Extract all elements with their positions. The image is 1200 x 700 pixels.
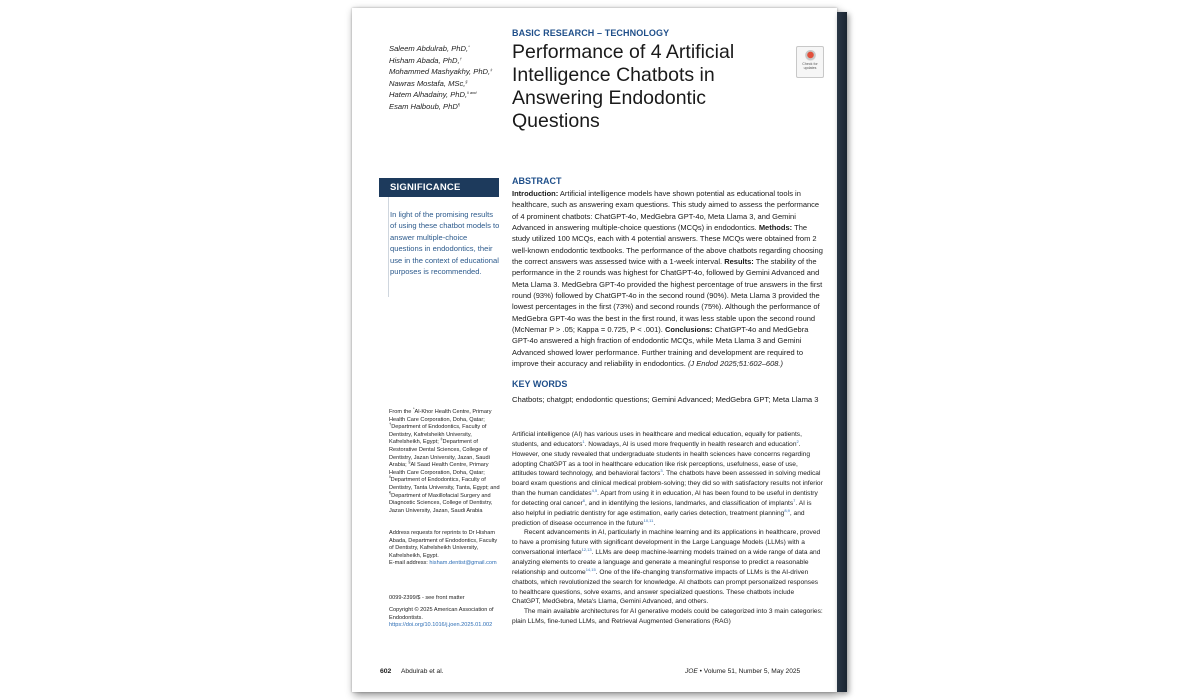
citation-ref[interactable]: 14,15: [585, 566, 596, 572]
email-link[interactable]: hisham.dentist@gmail.com: [429, 560, 497, 567]
affiliation-marker: †: [389, 421, 392, 427]
check-for-updates-badge[interactable]: [796, 46, 824, 78]
citation-ref[interactable]: 8,9: [784, 507, 790, 513]
article-title: Performance of 4 Artificial Intelligence Chatbots in Answering Endodontic Questions: [512, 41, 735, 132]
author-name: [389, 89, 519, 101]
doi-link[interactable]: https://doi.org/10.1016/j.joen.2025.01.002: [389, 622, 493, 629]
author-name-text: Hisham Abada, PhD,: [389, 55, 460, 65]
affiliation-marker: *: [412, 406, 415, 411]
email-label: E-mail address:: [389, 560, 430, 567]
affiliation-marker: ¶: [389, 489, 392, 495]
footer-page-number: 602: [380, 668, 392, 675]
footer-issue: • Volume 51, Number 5, May 2025: [697, 668, 801, 675]
author-affiliation-marker: §: [465, 78, 468, 84]
author-affiliation-marker: ¶: [457, 101, 460, 107]
citation-ref[interactable]: 4,5: [591, 488, 598, 494]
footer-journal: [685, 668, 800, 675]
author-affiliation-marker: †: [459, 55, 462, 61]
abstract-results: The stability of the performance in the 2 rounds was highest for ChatGPT-4o, followed by Gemini Advanced and Meta Llama 3. MedGebra GPT-4o provided the highest percentage of true answers in the first round (93%) followed by ChatGPT-4o in the second round (90%). Meta Llama 3 provided the lowest percentages in the first (73%) and second rounds (75%). Although the performance of MedGebra GPT-4o was the best in the first round, it was less stable upon the second round (McNemar P > .05; Kappa = 0.725, P < .001).: [512, 257, 823, 335]
abstract-heading: ABSTRACT: [512, 176, 562, 186]
significance-heading: SIGNIFICANCE: [390, 182, 461, 193]
page-edge: [837, 12, 847, 692]
author-name: [389, 55, 519, 67]
body-text: The main available architectures for AI generative models could be categorized into 3 main categories: plain LLMs, fine-tuned LLMs, and Retrieval Augmented Generations (RAG): [512, 608, 823, 626]
reprint-text: Address requests for reprints to Dr Hisham Abada, Department of Endodontics, Faculty of Dentistry, Kafrelsheikh University, Kafrelsheikh, Egypt.: [389, 530, 498, 559]
abstract-citation: (J Endod 2025;51:602–608.): [687, 359, 784, 369]
affiliation-marker: ‡: [440, 436, 443, 442]
check-updates-icon: [805, 50, 816, 61]
article-body: [512, 430, 824, 627]
copyright-text: Copyright © 2025 American Association of Endodontists.: [389, 607, 494, 621]
body-text: . Nowadays, AI is used more frequently in health research and education: [584, 440, 797, 448]
author-list: [389, 43, 519, 113]
abstract-conclusions-label: Conclusions:: [664, 325, 713, 335]
body-text: . AI is also helpful in pediatric dentistry for age estimation, early caries detection, treatment planning: [512, 499, 812, 517]
abstract-results-label: Results:: [724, 257, 754, 267]
affiliation-text: Al-Khor Health Centre, Primary Health Care Corporation, Doha, Qatar;: [389, 409, 492, 423]
section-label: BASIC RESEARCH – TECHNOLOGY: [512, 28, 670, 38]
body-text: . One of the life-changing transformative impacts of LLMs is the AI-driven chatbots, which revolutionized the search for knowledge. AI chatbots can prompt personalized responses to healthcare questions, solve exams, and answer specialized questions. These chatbots include ChatGPT, MedGebra, Meta's Llama, Gemini Advanced, and others.: [512, 568, 819, 606]
abstract-intro: Artificial intelligence models have shown potential as educational tools in healthcare, such as answering exam questions. This study aimed to assess the performance of 4 prominent chatbots: ChatGPT-4o, MedGebra GPT-4o, Meta Llama 3, and Gemini Advanced in answering multiple-choice questions (MCQs) in endodontics.: [512, 189, 820, 233]
affiliation-text: Department of Restorative Dental Sciences, College of Dentistry, Jazan University, Jazan, Saudi Arabia;: [389, 439, 490, 469]
author-affiliation-marker: *: [468, 44, 470, 49]
abstract-methods-label: Methods:: [758, 223, 793, 233]
citation-ref[interactable]: 6: [582, 497, 585, 503]
author-name-text: Esam Halboub, PhD: [389, 101, 458, 111]
check-updates-label: Check for updates: [802, 62, 818, 70]
body-text: , and prediction of disease occurrence in the future: [512, 509, 805, 527]
affiliation-marker: §: [408, 459, 411, 465]
abstract-intro-label: Introduction:: [512, 189, 559, 198]
body-text: Recent advancements in AI, particularly in machine learning and its applications in healthcare, proved to have a promising future with significant development in the Large Language Models (LLMs) with a conversational interface: [512, 529, 821, 557]
author-affiliation-marker: ‡: [490, 67, 493, 73]
copyright-block: [389, 607, 501, 630]
significance-rule: [388, 197, 389, 297]
body-paragraph: [512, 607, 824, 627]
body-text: . The chatbots have been assessed in solving medical board exam questions and clinical medical problem-solving; they did so with satisfactory results not inferior than the human candidates: [512, 470, 823, 498]
body-text: . LLMs are deep machine-learning models trained on a wide range of data and analyzing elements to create a language and generate a meaningful response to predict a reasonable relationship and outcome: [512, 549, 821, 576]
author-name: [389, 101, 519, 113]
affiliation-text: From the: [389, 409, 413, 415]
affiliation-text: Department of Endodontics, Faculty of Dentistry, Kafrelsheikh University, Kafrelsheikh, Egypt;: [389, 424, 487, 446]
citation-ref[interactable]: 3: [660, 468, 663, 474]
affiliation-text: Al Saad Health Centre, Primary Health Care Corporation, Doha, Qatar;: [389, 462, 489, 476]
body-text: Artificial intelligence (AI) has various uses in healthcare and medical education, equally for patients, students, and educators: [512, 431, 802, 448]
author-name-text: Mohammed Mashyakhy, PhD,: [389, 67, 491, 77]
body-paragraph: [512, 430, 824, 528]
body-text: . Apart from using it in education, AI has been found to be useful in dentistry for detecting oral cancer: [512, 490, 818, 507]
body-paragraph: [512, 528, 824, 607]
citation-ref[interactable]: 7: [793, 497, 796, 503]
keywords-text: Chatbots; chatgpt; endodontic questions; Gemini Advanced; MedGebra GPT; Meta Llama 3: [512, 395, 819, 404]
body-text: , and in identifying the lesions, landmarks, and classification of implants: [584, 499, 794, 507]
reprint-address: [389, 530, 501, 568]
abstract-body: [512, 188, 824, 370]
citation-ref[interactable]: 2: [796, 438, 799, 444]
citation-ref[interactable]: 12,13: [581, 547, 592, 553]
citation-ref[interactable]: 1: [582, 438, 585, 444]
author-name: [389, 66, 519, 78]
body-text: . However, one study revealed that undergraduate students in health sciences have concerns regarding adopting ChatGPT as a tool in healthcare education like risk perceptions, usefulness, ease of use, attitudes toward technology, and behavioral factors: [512, 440, 811, 478]
body-text: .: [653, 519, 656, 527]
author-name: [389, 78, 519, 90]
affiliation-text: Department of Endodontics, Faculty of Dentistry, Tanta University, Tanta, Egypt; and: [389, 477, 500, 491]
issn-line: 0099-2399/$ - see front matter: [389, 595, 465, 601]
author-name-text: Saleem Abdulrab, PhD,: [389, 44, 469, 53]
citation-ref[interactable]: 10,11: [643, 517, 654, 523]
author-affiliation-marker: ‖ and: [467, 90, 477, 96]
significance-header: [379, 178, 499, 197]
affiliations: [389, 406, 501, 515]
author-name-text: Hatem Alhadainy, PhD,: [389, 90, 468, 100]
author-name: [389, 43, 519, 55]
abstract-methods: The study utilized 100 MCQs, each with 4 potential answers. These MCQs were obtained from 2 well-known endodontic textbooks. The performance of the above chatbots regarding choosing the correct answers was assessed twice with a 1-week interval.: [512, 223, 823, 267]
author-name-text: Nawras Mostafa, MSc,: [389, 78, 466, 88]
keywords-heading: KEY WORDS: [512, 379, 568, 389]
abstract-conclusions: ChatGPT-4o and MedGebra GPT-4o answered a high fraction of endodontic MCQs, while Meta Llama 3 and Gemini Advanced showed lower performance. Further training and development are required to improve their accuracy and reliability in endodontics.: [512, 325, 809, 369]
affiliation-marker: ‖: [389, 474, 391, 480]
affiliation-text: Department of Maxillofacial Surgery and Diagnostic Sciences, College of Dentistry, Jazan University, Jazan, Saudi Arabia: [389, 492, 493, 514]
journal-page: [352, 8, 837, 692]
footer-authors: Abdulrab et al.: [401, 668, 444, 675]
significance-text: In light of the promising results of using these chatbot models to answer multiple-choice questions in endodontics, their use in the context of educational purposes is recommended.: [390, 210, 500, 277]
footer-journal-name: JOE: [685, 668, 698, 675]
